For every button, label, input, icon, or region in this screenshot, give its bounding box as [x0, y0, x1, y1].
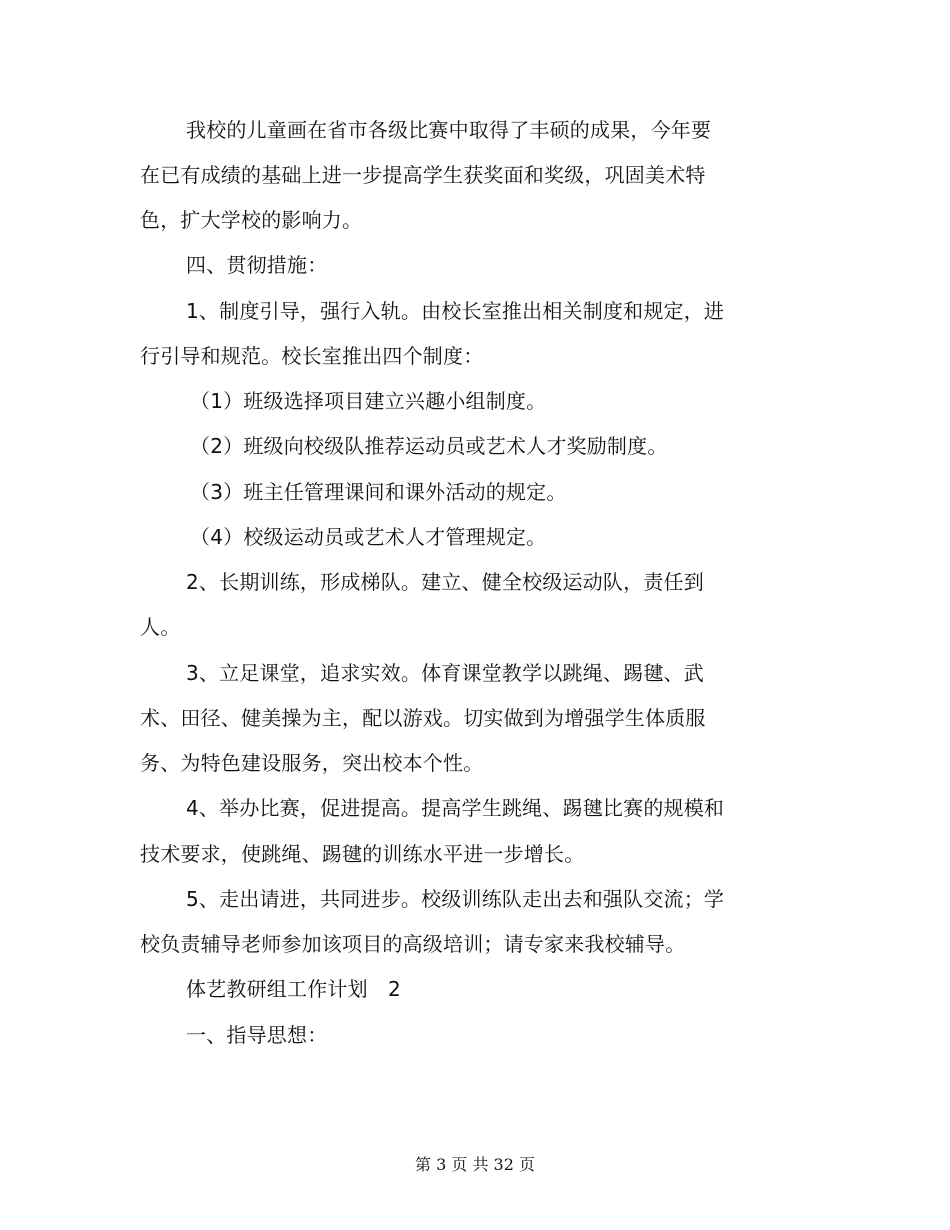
paragraph-line-1: 我校的儿童画在省市各级比赛中取得了丰硕的成果，今年要: [186, 118, 712, 142]
system-item-3: （3）班主任管理课间和课外活动的规定。: [190, 480, 567, 504]
paragraph-line-3: 色，扩大学校的影响力。: [140, 208, 363, 232]
measure-3-line-1: 3、立足课堂，追求实效。体育课堂教学以跳绳、踢毽、武: [186, 661, 704, 685]
measure-3-line-2: 术、田径、健美操为主，配以游戏。切实做到为增强学生体质服: [140, 706, 706, 730]
system-item-4: （4）校级运动员或艺术人才管理规定。: [190, 525, 547, 549]
page-number-footer: 第 3 页 共 32 页: [415, 1155, 535, 1174]
measure-5-line-1: 5、走出请进，共同进步。校级训练队走出去和强队交流；学: [186, 887, 725, 911]
section-heading-guiding-thought: 一、指导思想：: [186, 1023, 328, 1047]
measure-1-line-2: 行引导和规范。校长室推出四个制度：: [140, 344, 484, 368]
paragraph-line-2: 在已有成绩的基础上进一步提高学生获奖面和奖级，巩固美术特: [140, 163, 706, 187]
plan-title-2: 体艺教研组工作计划 2: [186, 977, 401, 1001]
measure-5-line-2: 校负责辅导老师参加该项目的高级培训；请专家来我校辅导。: [140, 932, 686, 956]
measure-2-line-2: 人。: [140, 615, 181, 639]
measure-4-line-1: 4、举办比赛，促进提高。提高学生跳绳、踢毽比赛的规模和: [186, 796, 725, 820]
measure-4-line-2: 技术要求，使跳绳、踢毽的训练水平进一步增长。: [140, 842, 585, 866]
system-item-1: （1）班级选择项目建立兴趣小组制度。: [190, 389, 547, 413]
system-item-2: （2）班级向校级队推荐运动员或艺术人才奖励制度。: [190, 434, 668, 458]
measure-3-line-3: 务、为特色建设服务，突出校本个性。: [140, 751, 484, 775]
section-heading-measures: 四、贯彻措施：: [186, 253, 328, 277]
measure-2-line-1: 2、长期训练，形成梯队。建立、健全校级运动队，责任到: [186, 570, 704, 594]
measure-1-line-1: 1、制度引导，强行入轨。由校长室推出相关制度和规定，进: [186, 299, 725, 323]
